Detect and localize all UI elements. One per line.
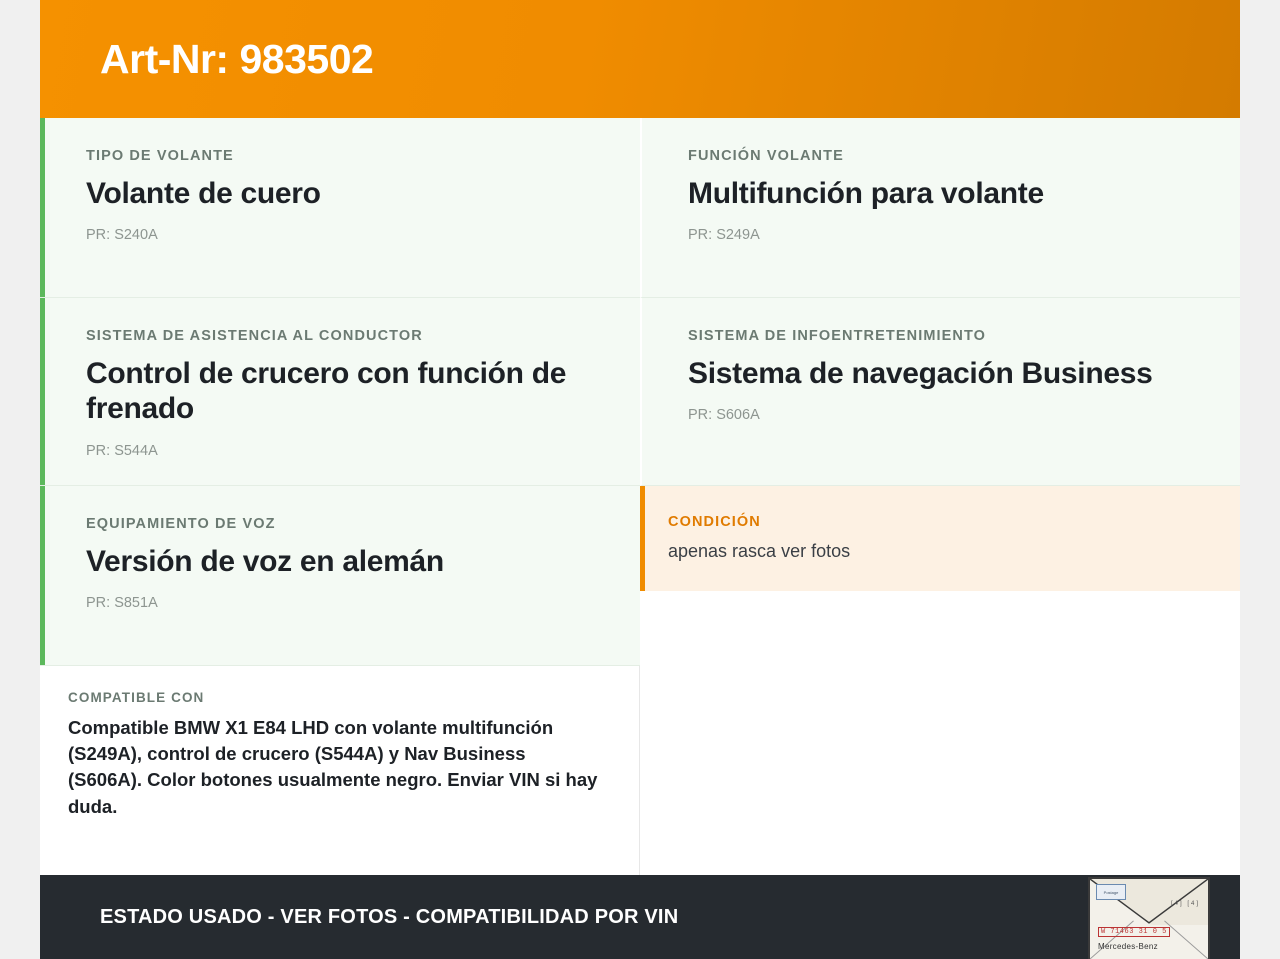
spec-card-sistema-infoentretenimiento (640, 298, 1240, 486)
accent-bar (40, 486, 45, 665)
postage-stamp-icon: Postage (1096, 884, 1126, 900)
stamp-numbers: [4] [4] (1170, 901, 1200, 907)
footer-banner (40, 875, 1240, 959)
spec-label: SISTEMA DE ASISTENCIA AL CONDUCTOR (86, 328, 423, 344)
spec-value: Sistema de navegación Business (688, 357, 1153, 390)
spec-pr-code: PR: S249A (688, 227, 760, 244)
spec-label: FUNCIÓN VOLANTE (688, 148, 844, 164)
spec-card-funcion-volante (640, 118, 1240, 298)
page-title: Art-Nr: 983502 (100, 35, 374, 82)
accent-bar-condition (640, 486, 645, 591)
compatible-card (40, 666, 640, 875)
spec-value: Multifunción para volante (688, 177, 1044, 210)
spec-pr-code: PR: S851A (86, 595, 158, 612)
compatibility-row (40, 666, 1240, 875)
envelope-stamp-image (1088, 877, 1210, 959)
footer-text: ESTADO USADO - VER FOTOS - COMPATIBILIDAD POR VIN (100, 905, 679, 928)
stamp-code: W 71463 31 0 5 (1098, 927, 1170, 937)
listing-sheet (40, 0, 1240, 959)
spec-label: SISTEMA DE INFOENTRETENIMIENTO (688, 328, 987, 344)
compatible-label: COMPATIBLE CON (68, 689, 205, 705)
spec-grid (40, 118, 1240, 666)
spec-card-tipo-de-volante (40, 118, 640, 298)
spec-value: Versión de voz en alemán (86, 544, 444, 578)
empty-filler (640, 591, 1240, 666)
accent-bar (40, 118, 45, 297)
spec-pr-code: PR: S240A (86, 227, 158, 244)
accent-bar (40, 298, 45, 485)
compatible-text: Compatible BMW X1 E84 LHD con volante multifunción (S249A), control de crucero (S544A) y Nav Business (S606A). Color botones usualmente negro. Enviar VIN si hay duda. (68, 716, 598, 817)
header-banner (40, 0, 1240, 118)
spec-card-sistema-asistencia-conductor (40, 298, 640, 486)
spec-card-equipamiento-de-voz (40, 486, 640, 666)
compatible-empty-area (640, 666, 1240, 875)
stamp-brand: Mercedes-Benz (1098, 942, 1158, 951)
spec-label: TIPO DE VOLANTE (86, 148, 234, 164)
condition-label: CONDICIÓN (668, 513, 761, 530)
spec-label: EQUIPAMIENTO DE VOZ (86, 515, 276, 532)
spec-pr-code: PR: S544A (86, 442, 158, 459)
spec-pr-code: PR: S606A (688, 407, 760, 424)
condition-column (640, 486, 1240, 666)
condition-card (640, 486, 1240, 591)
condition-text: apenas rasca ver fotos (668, 540, 851, 561)
spec-value: Volante de cuero (86, 177, 321, 210)
spec-value: Control de crucero con función de frenado (86, 357, 567, 426)
